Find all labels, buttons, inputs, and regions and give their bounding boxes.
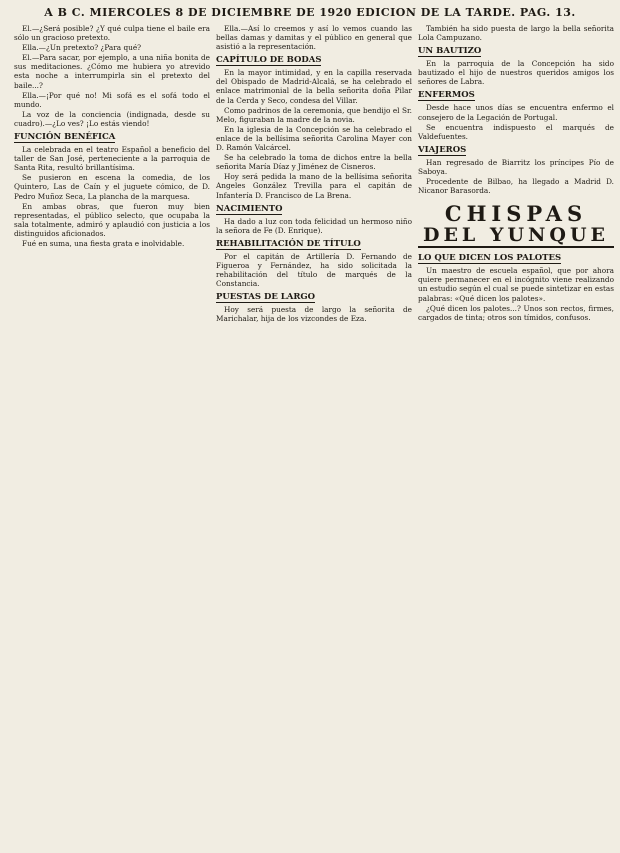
section-heading: REHABILITACIÓN DE TÍTULO [216,238,361,249]
column-1 [14,24,210,249]
column-3 [418,24,614,323]
chispas-title: CHISPAS [444,201,588,227]
paragraph: También ha sido puesta de largo la bella señorita Lola Campuzano. [418,24,614,43]
paragraph: Desde hace unos días se encuentra enfermo el consejero de la Legación de Portugal. [418,103,614,122]
paragraph: Procedente de Bilbao, ha llegado a Madrid D. Nicanor Barasorda. [418,177,614,196]
section-heading: LO QUE DICEN LOS PALOTES [418,253,562,264]
paragraph: Ha dado a luz con toda felicidad un hermoso niño la señora de Fe (D. Enrique). [216,216,412,235]
section-heading: PUESTAS DE LARGO [216,292,316,303]
section-heading: UN BAUTIZO [418,46,482,57]
paragraph: Fué en suma, una fiesta grata e inolvidable. [22,238,185,248]
paragraph: En la iglesia de la Concepción se ha celebrado el enlace de la bellísima señorita Carolina Mayer con D. Ramón Valcárcel. [216,124,412,153]
paragraph: Hoy será pedida la mano de la bellísima señorita Angeles González Trevilla para el capitán de Infantería D. Francisco de La Brena. [216,172,412,200]
column-2 [216,24,412,324]
paragraph: Hoy será puesta de largo la señorita de Marichalar, hija de los vizcondes de Eza. [216,305,412,324]
section-heading: FUNCIÓN BENÉFICA [14,132,116,143]
paragraph: Por el capitán de Artillería D. Fernando de Figueroa y Fernández, ha sido solicitada la rehabilitación del título de marqués de la Constancia. [216,251,412,289]
paragraph: Ella.—¡Por qué no! Mi sofá es el sofá todo el mundo. [14,90,210,109]
page-header: A B C. MIERCOLES 8 DE DICIEMBRE DE 1920 EDICION DE LA TARDE. PAG. 13. [44,6,576,19]
paragraph: En la mayor intimidad, y en la capilla reservada del Obispado de Madrid-Alcalá, se ha celebrado el enlace matrimonial de la bella señorita doña Pilar de la Cerda y Seco, condesa del Villar. [216,68,412,105]
paragraph: Se encuentra indispuesto el marqués de Valdefuentes. [418,122,614,141]
paragraph: Ella.—¿Un pretexto? ¿Para qué? [22,43,142,53]
paragraph: Un maestro de escuela español, que por ahora quiere permanecer en el incógnito viene realizando un estudio según el cual se puede sintetizar en estas palabras: «Qué dicen los palotes». [418,266,614,303]
paragraph: En la parroquia de la Concepción ha sido bautizado el hijo de nuestros queridos amigos los señores de Labra. [418,59,614,87]
section-heading: NACIMIENTO [216,203,283,214]
paragraph: El.—Para sacar, por ejemplo, a una niña bonita de sus meditaciones. ¿Cómo me hubiera yo atrevido esta noche a interrumpirla sin el pretexto del baile...? [14,53,210,90]
section-heading: VIAJEROS [418,144,467,155]
paragraph: Han regresado de Biarritz los príncipes Pío de Saboya. [418,157,614,176]
paragraph: El.—¿Será posible? ¿Y qué culpa tiene el baile era sólo un gracioso pretexto. [14,24,210,43]
paragraph: Ella.—Así lo creemos y así lo vemos cuando las bellas damas y damitas y el público en general que asistió a la representación. [216,24,412,52]
paragraph: Se ha celebrado la toma de dichos entre la bella señorita María Díaz y Jiménez de Cisneros. [216,153,412,172]
paragraph: La celebrada en el teatro Español a beneficio del taller de San José, perteneciente a la parroquia de Santa Rita, resultó brillantísima. [14,145,210,173]
paragraph: Se pusieron en escena la comedia, de los Quintero, Las de Caín y el juguete cómico, de D. Pedro Muñoz Seca, La plancha de la marquesa. [14,173,210,201]
section-heading: CAPÍTULO DE BODAS [216,55,322,66]
paragraph: Como padrinos de la ceremonia, que bendijo el Sr. Melo, figuraban la madre de la novia. [216,105,412,124]
section-heading: ENFERMOS [418,90,475,101]
yunque-title: DEL YUNQUE [418,225,614,248]
paragraph: ¿Qué dicen los palotes...? Unos son rectos, firmes, cargados de tinta; otros son tímidos, confusos. [418,303,614,322]
paragraph: La voz de la conciencia (indignada, desde su cuadro).—¿Lo ves? ¡Lo estás viendo! [14,109,210,128]
paragraph: En ambas obras, que fueron muy bien representadas, el público selecto, que ocupaba la sala totalmente, admiró y aplaudió con justicia a los distinguidos aficionados. [14,201,210,238]
